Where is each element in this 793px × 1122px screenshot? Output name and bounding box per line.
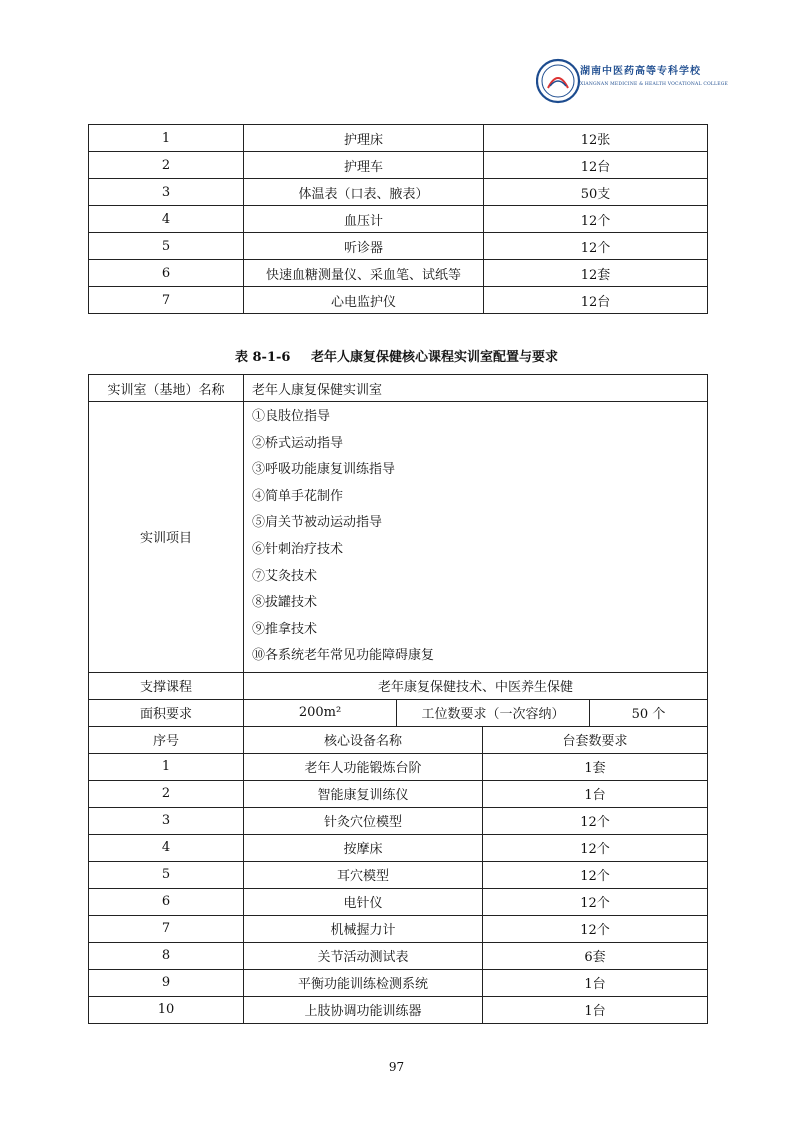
seq-cell: 2: [89, 780, 244, 807]
seq-cell: 6: [89, 888, 244, 915]
seq-cell: 4: [89, 834, 244, 861]
header-row: [89, 726, 708, 753]
room-name-row: [89, 375, 708, 402]
col-header-seq: 序号: [89, 726, 244, 753]
count-cell: 12台: [484, 152, 708, 179]
table-row: [89, 179, 708, 206]
equipment-table-continued: [88, 124, 708, 314]
table-row: [89, 125, 708, 152]
device-cell: 按摩床: [244, 834, 483, 861]
table-row: [89, 834, 708, 861]
course-label: 支撑课程: [89, 672, 244, 699]
name-cell: 护理车: [244, 152, 484, 179]
table-row: [89, 780, 708, 807]
count-cell: 1台: [483, 969, 708, 996]
table-row: [89, 888, 708, 915]
seq-cell: 3: [89, 179, 244, 206]
seq-cell: 10: [89, 996, 244, 1023]
device-cell: 平衡功能训练检测系统: [244, 969, 483, 996]
count-cell: 12个: [483, 807, 708, 834]
station-value: 50 个: [590, 699, 708, 726]
logo-subtitle: XIANGNAN MEDICINE & HEALTH VOCATIONAL COLLEGE: [580, 82, 728, 87]
count-cell: 12个: [483, 888, 708, 915]
device-cell: 耳穴模型: [244, 861, 483, 888]
count-cell: 12个: [484, 233, 708, 260]
count-cell: 12个: [483, 834, 708, 861]
count-cell: 1台: [483, 996, 708, 1023]
count-cell: 50支: [484, 179, 708, 206]
name-cell: 快速血糖测量仪、采血笔、试纸等: [244, 260, 484, 287]
table-row: [89, 233, 708, 260]
area-value: 200m²: [244, 699, 397, 726]
seq-cell: 6: [89, 260, 244, 287]
project-item: ④简单手花制作: [252, 488, 344, 504]
table-row: [89, 942, 708, 969]
table-row: [89, 287, 708, 314]
room-name-label: 实训室（基地）名称: [89, 375, 244, 402]
table-title: 老年人康复保健核心课程实训室配置与要求: [310, 350, 558, 365]
project-item: ⑥针刺治疗技术: [252, 541, 344, 557]
table-row: [89, 861, 708, 888]
page-number: 97: [388, 1060, 405, 1074]
projects-row: [89, 402, 708, 673]
count-cell: 12个: [484, 206, 708, 233]
project-item: ⑨推拿技术: [252, 621, 318, 637]
seq-cell: 2: [89, 152, 244, 179]
device-cell: 老年人功能锻炼台阶: [244, 753, 483, 780]
device-cell: 智能康复训练仪: [244, 780, 483, 807]
projects-label: 实训项目: [89, 402, 244, 673]
name-cell: 听诊器: [244, 233, 484, 260]
device-cell: 机械握力计: [244, 915, 483, 942]
name-cell: 血压计: [244, 206, 484, 233]
table-row: [89, 260, 708, 287]
seq-cell: 4: [89, 206, 244, 233]
table-row: [89, 969, 708, 996]
table-caption: [0, 346, 793, 365]
seq-cell: 7: [89, 287, 244, 314]
table-row: [89, 996, 708, 1023]
device-cell: 上肢协调功能训练器: [244, 996, 483, 1023]
count-cell: 12台: [484, 287, 708, 314]
seq-cell: 8: [89, 942, 244, 969]
device-cell: 关节活动测试表: [244, 942, 483, 969]
count-cell: 6套: [483, 942, 708, 969]
name-cell: 心电监护仪: [244, 287, 484, 314]
room-name-value: 老年人康复保健实训室: [244, 375, 708, 402]
project-item: ③呼吸功能康复训练指导: [252, 462, 396, 478]
name-cell: 护理床: [244, 125, 484, 152]
project-item: ⑦艾灸技术: [252, 568, 318, 584]
seq-cell: 1: [89, 753, 244, 780]
course-value: 老年康复保健技术、中医养生保健: [244, 672, 708, 699]
project-item: ⑤肩关节被动运动指导: [252, 515, 383, 531]
area-label: 面积要求: [89, 699, 244, 726]
count-cell: 12个: [483, 915, 708, 942]
projects-list: [244, 402, 708, 673]
table-row: [89, 753, 708, 780]
logo-text: 湖南中医药高等专科学校: [580, 66, 701, 77]
seq-cell: 1: [89, 125, 244, 152]
project-item: ⑧拔罐技术: [252, 595, 318, 611]
station-label: 工位数要求（一次容纳）: [397, 699, 590, 726]
training-room-table: [88, 374, 708, 1024]
count-cell: 1套: [483, 753, 708, 780]
table-number: 表 8-1-6: [234, 350, 291, 365]
table-row: [89, 206, 708, 233]
area-row: [89, 699, 708, 726]
project-item: ①良肢位指导: [252, 409, 331, 424]
table-row: [89, 152, 708, 179]
device-cell: 针灸穴位模型: [244, 807, 483, 834]
seq-cell: 5: [89, 861, 244, 888]
seq-cell: 7: [89, 915, 244, 942]
count-cell: 1台: [483, 780, 708, 807]
name-cell: 体温表（口表、腋表）: [244, 179, 484, 206]
table-row: [89, 807, 708, 834]
project-item: ②桥式运动指导: [252, 435, 344, 451]
seq-cell: 5: [89, 233, 244, 260]
course-row: [89, 672, 708, 699]
col-header-count: 台套数要求: [483, 726, 708, 753]
col-header-device: 核心设备名称: [244, 726, 483, 753]
project-item: ⑩各系统老年常见功能障碍康复: [252, 648, 435, 664]
table-row: [89, 915, 708, 942]
count-cell: 12套: [484, 260, 708, 287]
seq-cell: 3: [89, 807, 244, 834]
count-cell: 12个: [483, 861, 708, 888]
seq-cell: 9: [89, 969, 244, 996]
device-cell: 电针仪: [244, 888, 483, 915]
count-cell: 12张: [484, 125, 708, 152]
